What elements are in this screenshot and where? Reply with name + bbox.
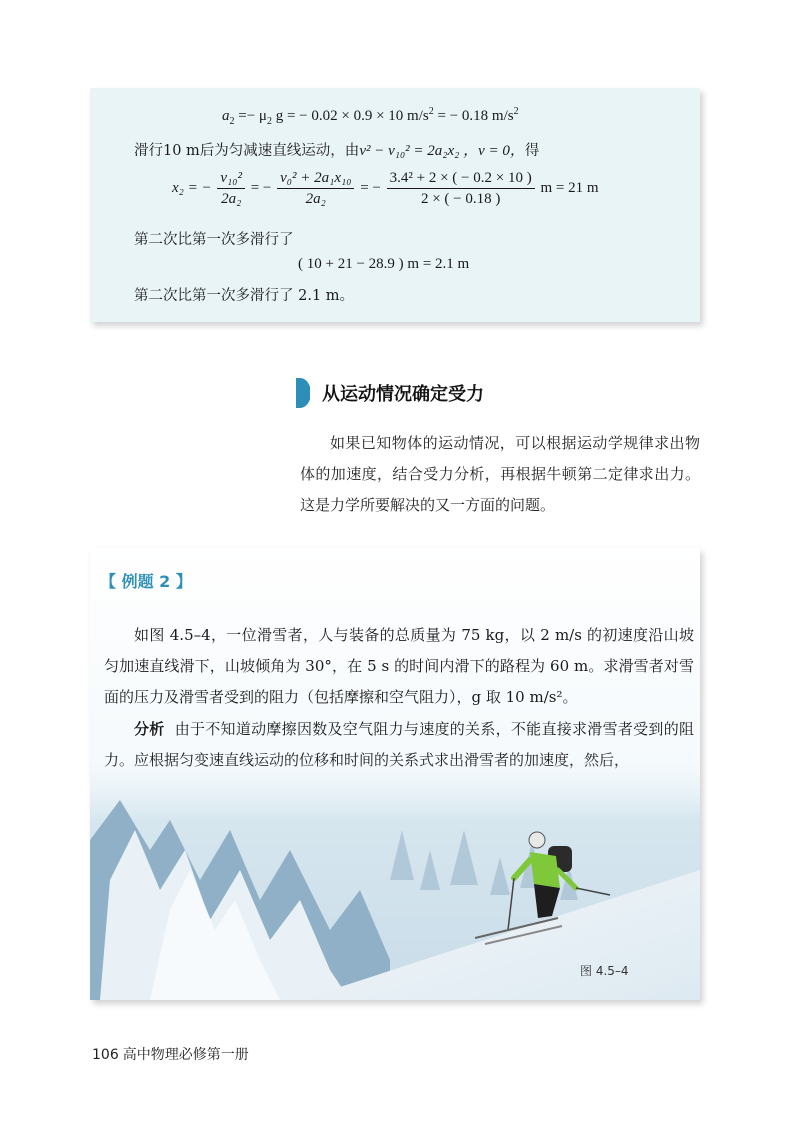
equation-x2 — [172, 170, 598, 207]
eq-part: g = − 0.02 × 0.9 × 10 m/s — [271, 108, 429, 124]
solution-conclusion: 第二次比第一次多滑行了 2.1 m。 — [134, 288, 355, 304]
fraction-denominator: 2 × ( − 0.18 ) — [420, 191, 501, 207]
eq-sub: 2 — [266, 116, 272, 127]
example-label: 【 例题 2 】 — [100, 572, 192, 591]
equation-a2 — [222, 106, 519, 127]
book-title: 高中物理必修第一册 — [122, 1047, 249, 1063]
section-paragraph: 如果已知物体的运动情况，可以根据运动学规律求出物体的加速度，结合受力分析，再根据牛顿第二定律求出力。这是力学所要解决的又一方面的问题。 — [300, 434, 700, 514]
fraction-denominator: 2a₂ — [305, 191, 326, 207]
eq-lhs: x₂ = − — [172, 179, 212, 196]
fraction-denominator: 2a₂ — [221, 191, 242, 207]
page-number: 106 — [92, 1047, 119, 1063]
figure-caption: 图 4.5–4 — [580, 964, 629, 978]
example-problem: 如图 4.5–4，一位滑雪者，人与装备的总质量为 75 kg，以 2 m/s 的初速度沿山坡匀加速直线滑下，山坡倾角为 30°，在 5 s 的时间内滑下的路程为 60 m。求滑雪者对雪面的压力及滑雪者受到的阻力（包括摩擦和空气阻力），g 取 10 m/s²。 — [104, 626, 694, 706]
eq-sub: 2 — [229, 116, 235, 127]
fraction-1 — [217, 170, 245, 207]
eq-result: m = 21 m — [540, 179, 599, 196]
section-marker-icon — [296, 378, 310, 408]
eq-part: = − 0.18 m/s — [433, 108, 514, 124]
equation-difference: ( 10 + 21 − 28.9 ) m = 2.1 m — [298, 256, 470, 272]
solution-line-4: 第二次比第一次多滑行了 — [134, 232, 294, 248]
eq-mid: = − — [360, 179, 381, 196]
eq-sup: 2 — [513, 106, 519, 117]
solution-line-2 — [134, 139, 539, 160]
section-title: 从运动情况确定受力 — [322, 384, 484, 405]
eq-sup: 2 — [428, 106, 434, 117]
fraction-numerator: 3.4² + 2 × ( − 0.2 × 10 ) — [387, 170, 535, 189]
eq-symbol: a — [222, 108, 230, 124]
page-footer — [92, 1044, 249, 1064]
eq-part: =− μ — [238, 108, 267, 124]
fraction-2 — [277, 170, 354, 207]
analysis-label: 分析 — [134, 720, 165, 738]
eq-mid: = − — [250, 179, 272, 196]
fraction-numerator: v₁₀² — [217, 170, 245, 189]
analysis-text: 由于不知道动摩擦因数及空气阻力与速度的关系，不能直接求滑雪者受到的阻 — [174, 720, 694, 738]
fraction-3 — [387, 170, 535, 207]
line-text: 滑行10 m后为匀减速直线运动，由 — [134, 143, 360, 159]
fraction-numerator: v₀² + 2a₁x₁₀ — [277, 170, 354, 189]
line-text-end: 得 — [524, 143, 540, 159]
line-formula: v² − v₁₀² = 2a₂x₂ ，v = 0， — [359, 143, 525, 159]
